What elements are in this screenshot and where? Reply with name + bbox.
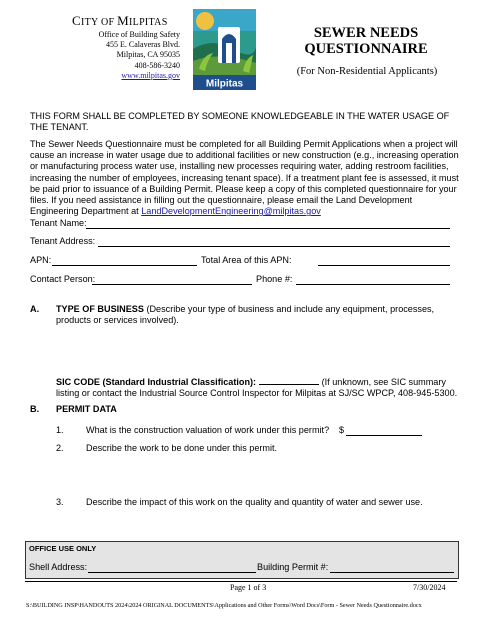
file-path: S:\BUILDING INSP\HANDOUTS 2024\2024 ORIGINAL DOCUMENTS\Applications and Other Forms\Word Docs\Form - Sewer Needs Questionnaire.docx: [26, 602, 422, 609]
item-number: 3.: [56, 497, 64, 507]
phone-field[interactable]: [296, 284, 450, 285]
tenant-address-label: Tenant Address:: [30, 236, 96, 246]
impact-question: Describe the impact of this work on the quality and quantity of water and sewer use.: [86, 497, 423, 507]
sic-heading: SIC CODE (Standard Industrial Classification):: [56, 377, 257, 387]
valuation-question: What is the construction valuation of work under this permit?: [86, 425, 330, 435]
item-number: 1.: [56, 425, 64, 435]
address-line: 408-586-3240: [134, 60, 180, 70]
instructions-paragraph: The Sewer Needs Questionnaire must be completed for all Building Permit Applications when a project will cause an increase in water usage due to additional facilities or new construction (e.g., increasing operation or manufacturing process water use, installing new processes requiring water, adding restroom facilities, increasing the number of employees, increasing tenant space). If a treatment plant fee is assessed, it must be paid prior to issuance of a Building Permit. Please keep a copy of this completed questionnaire for your files. If you need assistance in filling out the questionnaire, please email the Land Development Engineering Department at LandDevelopmentEngineering@milpitas.gov: [30, 139, 459, 217]
section-a-text: TYPE OF BUSINESS (Describe your type of business and include any equipment, processes, products or services involved).: [56, 304, 435, 326]
section-b-heading: PERMIT DATA: [56, 404, 117, 414]
logo-text: Milpitas: [205, 78, 244, 90]
office-address: [72, 30, 180, 81]
sic-code-block: SIC CODE (Standard Industrial Classification): (If unknown, see SIC summary listing or contact the Industrial Source Control Inspector for Milpitas at SJ/SC WPCP, 408-945-5300.: [56, 377, 458, 399]
item-number: 2.: [56, 443, 64, 453]
website-link[interactable]: www.milpitas.gov: [121, 70, 180, 80]
footer-divider: [25, 581, 457, 582]
section-a-heading: TYPE OF BUSINESS: [56, 304, 144, 314]
apn-label: APN:: [30, 255, 52, 265]
office-use-title: OFFICE USE ONLY: [29, 544, 97, 553]
valuation-field[interactable]: [346, 435, 422, 436]
contact-person-field[interactable]: [92, 284, 252, 285]
apn-field[interactable]: [52, 265, 197, 266]
tenant-name-field[interactable]: [86, 228, 450, 229]
tenant-address-field[interactable]: [98, 246, 450, 247]
page-number: Page 1 of 3: [230, 583, 267, 592]
address-line: Milpitas, CA 95035: [116, 50, 180, 60]
total-area-label: Total Area of this APN:: [201, 255, 292, 265]
address-line: 455 E. Calaveras Blvd.: [106, 40, 180, 50]
address-line: Office of Building Safety: [98, 30, 180, 39]
revision-date: 7/30/2024: [413, 583, 446, 592]
building-permit-field[interactable]: [330, 572, 454, 573]
form-title: SEWER NEEDS QUESTIONNAIRE: [304, 25, 428, 57]
contact-person-label: Contact Person:: [30, 274, 96, 284]
milpitas-logo: [193, 9, 256, 90]
tenant-name-label: Tenant Name:: [30, 218, 87, 228]
email-link[interactable]: LandDevelopmentEngineering@milpitas.gov: [141, 206, 321, 217]
shell-address-label: Shell Address:: [29, 562, 88, 572]
section-b-letter: B.: [30, 404, 40, 414]
work-description-question: Describe the work to be done under this permit.: [86, 443, 278, 453]
form-subtitle: (For Non-Residential Applicants): [296, 66, 438, 77]
dollar-sign: $: [339, 425, 345, 435]
building-permit-label: Building Permit #:: [257, 562, 329, 572]
city-name: CITY OF MILPITAS: [72, 13, 168, 28]
intro-notice: THIS FORM SHALL BE COMPLETED BY SOMEONE KNOWLEDGEABLE IN THE WATER USAGE OF THE TENANT.: [30, 111, 450, 133]
total-area-field[interactable]: [318, 265, 450, 266]
shell-address-field[interactable]: [88, 572, 256, 573]
phone-label: Phone #:: [256, 274, 293, 284]
sic-code-field[interactable]: [259, 376, 319, 385]
section-a-letter: A.: [30, 304, 40, 314]
